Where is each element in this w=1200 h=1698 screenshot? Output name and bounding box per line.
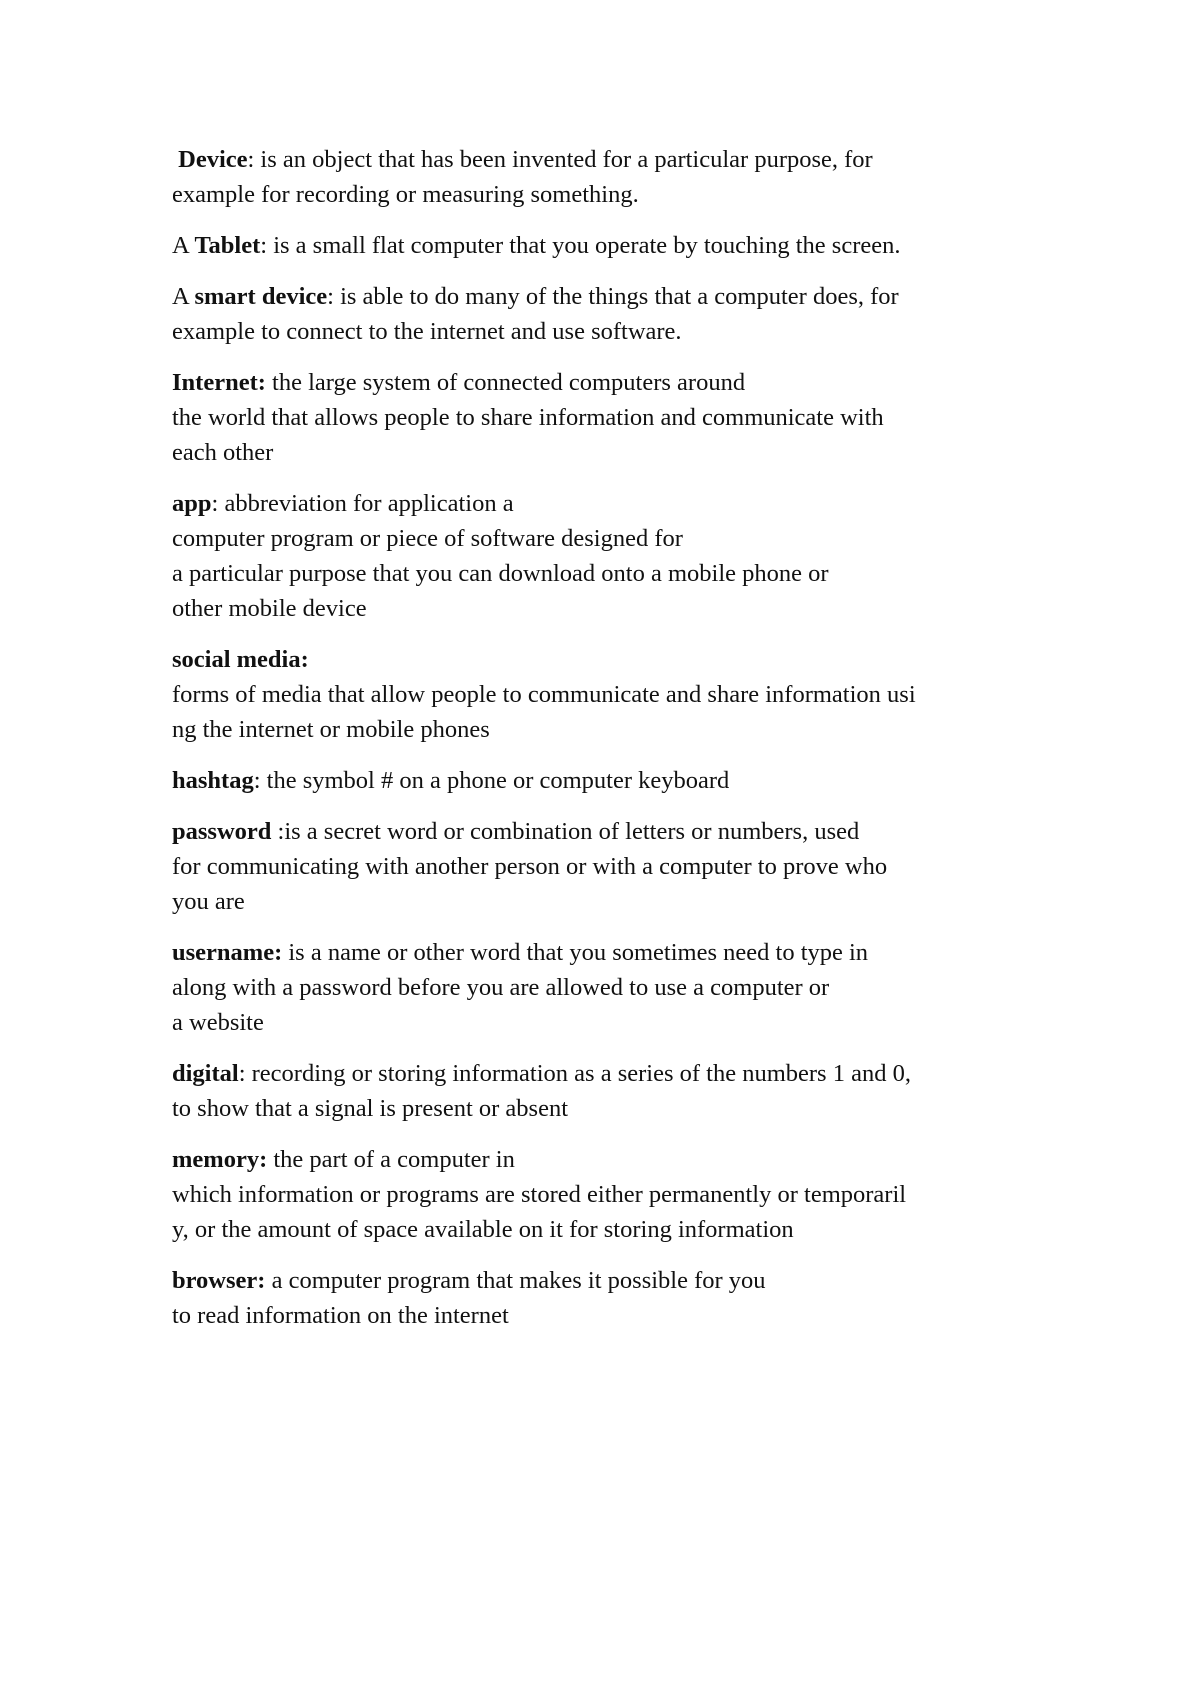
term: Device — [178, 146, 248, 173]
term: password — [172, 818, 272, 845]
entry-line — [172, 642, 1052, 677]
entry-line: along with a password before you are allowed to use a computer or — [172, 974, 830, 1001]
entry-line — [172, 365, 1052, 400]
glossary-entry-memory — [172, 1142, 1052, 1247]
term: Tablet — [194, 232, 261, 259]
entry-line: ng the internet or mobile phones — [172, 716, 490, 743]
term: username: — [172, 939, 283, 966]
term-prefix: A — [172, 232, 195, 259]
glossary-entry-smart-device — [172, 279, 1052, 349]
glossary-entry-digital — [172, 1056, 1052, 1126]
entry-line — [172, 1056, 1052, 1091]
entry-line: computer program or piece of software designed for — [172, 525, 683, 552]
entry-line — [172, 1142, 1052, 1177]
glossary-entry-device — [172, 142, 1052, 212]
term: social media: — [172, 646, 309, 673]
entry-line — [172, 935, 1052, 970]
definition-text: : is a small flat computer that you operate by touching the screen. — [260, 232, 901, 259]
definition-text: : recording or storing information as a series of the numbers 1 and 0, — [238, 1060, 911, 1087]
definition-text: is a name or other word that you sometimes need to type in — [282, 939, 869, 966]
term: memory: — [172, 1146, 268, 1173]
entry-line — [172, 142, 1052, 177]
definition-text: :is a secret word or combination of letters or numbers, used — [271, 818, 860, 845]
entry-line — [172, 228, 1052, 263]
definition-text: : the symbol # on a phone or computer keyboard — [253, 767, 730, 794]
glossary-entry-browser — [172, 1263, 1052, 1333]
entry-line: forms of media that allow people to communicate and share information usi — [172, 681, 916, 708]
glossary-entry-tablet — [172, 228, 1052, 263]
term: app — [172, 490, 212, 517]
glossary-entry-app — [172, 486, 1052, 626]
glossary-entry-social-media — [172, 642, 1052, 747]
definition-text: : abbreviation for application a — [211, 490, 514, 517]
entry-line — [172, 279, 1052, 314]
term: digital — [172, 1060, 239, 1087]
entry-line: a particular purpose that you can download onto a mobile phone or — [172, 560, 829, 587]
definition-text: a computer program that makes it possible for you — [265, 1267, 766, 1294]
glossary-list — [172, 142, 1052, 1349]
entry-line: other mobile device — [172, 595, 367, 622]
definition-text: the part of a computer in — [267, 1146, 515, 1173]
term: hashtag — [172, 767, 254, 794]
entry-line: to read information on the internet — [172, 1302, 509, 1329]
definition-text: : is able to do many of the things that a computer does, for — [327, 283, 899, 310]
entry-line: a website — [172, 1009, 264, 1036]
entry-line: example to connect to the internet and use software. — [172, 318, 682, 345]
entry-line: which information or programs are stored either permanently or temporaril — [172, 1181, 907, 1208]
glossary-entry-hashtag — [172, 763, 1052, 798]
entry-line: the world that allows people to share information and communicate with — [172, 404, 884, 431]
entry-line: example for recording or measuring something. — [172, 181, 639, 208]
entry-line — [172, 1263, 1052, 1298]
glossary-entry-password — [172, 814, 1052, 919]
entry-line: each other — [172, 439, 274, 466]
term: smart device — [194, 283, 328, 310]
entry-line: you are — [172, 888, 245, 915]
glossary-entry-username — [172, 935, 1052, 1040]
definition-text: the large system of connected computers around — [265, 369, 746, 396]
term-prefix: A — [172, 283, 195, 310]
glossary-entry-internet — [172, 365, 1052, 470]
entry-line: to show that a signal is present or absent — [172, 1095, 569, 1122]
definition-text: : is an object that has been invented for a particular purpose, for — [247, 146, 873, 173]
entry-line — [172, 814, 1052, 849]
entry-line — [172, 763, 1052, 798]
term: Internet: — [172, 369, 266, 396]
term: browser: — [172, 1267, 266, 1294]
entry-line — [172, 486, 1052, 521]
entry-line: y, or the amount of space available on it for storing information — [172, 1216, 794, 1243]
entry-line: for communicating with another person or with a computer to prove who — [172, 853, 888, 880]
